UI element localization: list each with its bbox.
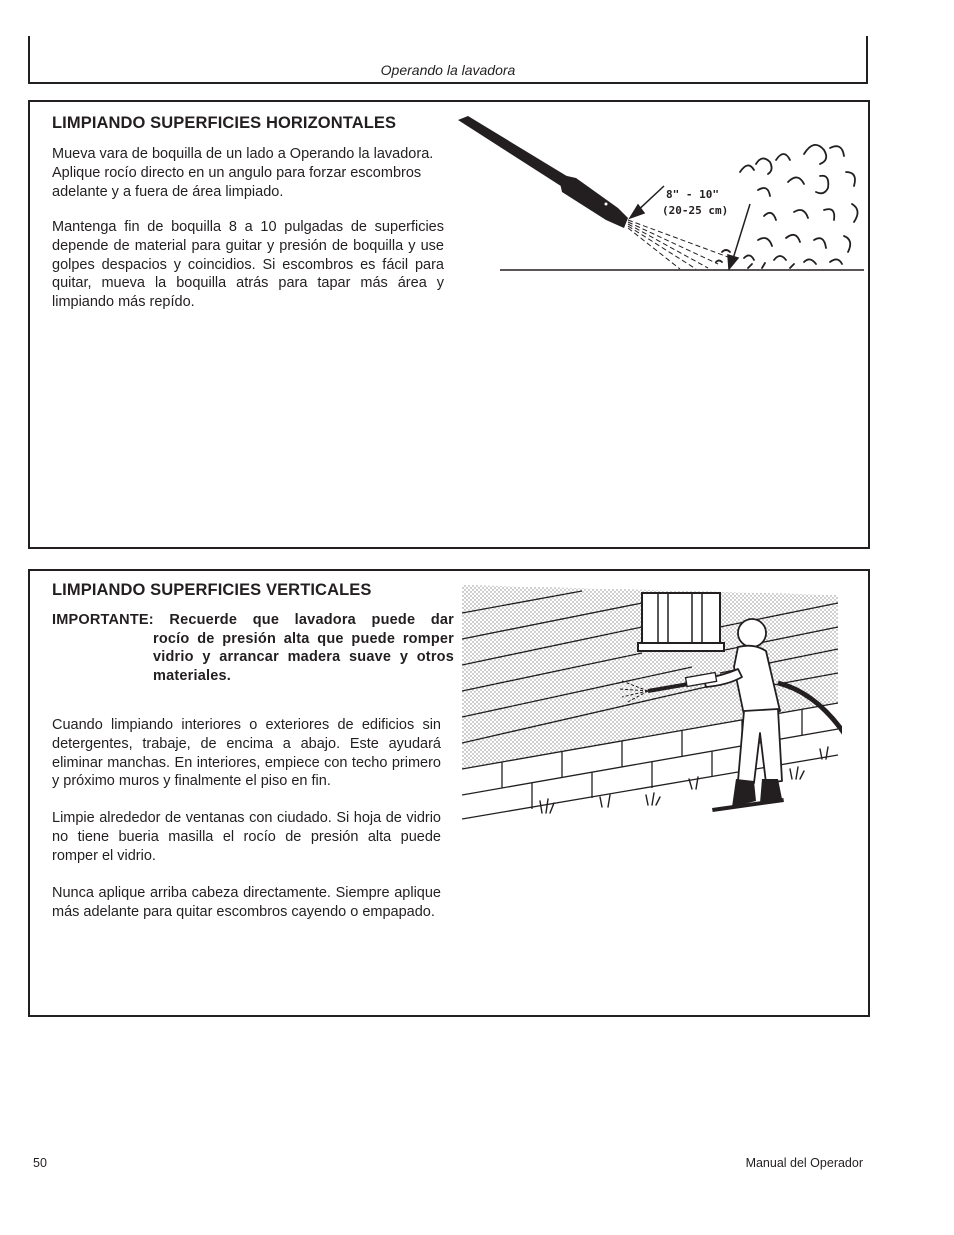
important-label: IMPORTANTE: xyxy=(52,612,154,628)
paragraph: Limpie alrededor de ventanas con ciudado. Si hoja de vidrio no tiene bueria masilla el rocío de presión alta puede romper el vidrio. xyxy=(52,810,441,864)
important-rest-text: rocío de presión alta que puede romper vidrio y arrancar madera suave y otros materiales. xyxy=(153,630,454,684)
paragraph: Mantenga fin de boquilla 8 a 10 pulgadas de superficies depende de material para guitar y presión de boquilla y use golpes despacios y coincidios. Si escombros es fácil para quitar, mueva la boquilla atrás para tapar más área y limpiando más repído. xyxy=(52,219,444,311)
distance-label: 8" - 10" xyxy=(666,188,719,201)
nozzle-horizontal-illustration xyxy=(458,112,866,274)
section-title-horizontal: LIMPIANDO SUPERFICIES HORIZONTALES xyxy=(52,114,397,132)
paragraph: Nunca aplique arriba cabeza directamente. Siempre aplique más adelante para quitar escombros cayendo o empapado. xyxy=(52,885,441,920)
distance-metric-label: (20-25 cm) xyxy=(662,204,729,217)
paragraph: Mueva vara de boquilla de un lado a Operando la lavadora. Aplique rocío directo en un angulo para forzar escombros adelante y a fuera de área limpiado. xyxy=(52,146,434,200)
important-notice xyxy=(52,611,454,685)
section-horizontal-surfaces xyxy=(28,100,870,549)
wall-washing-illustration xyxy=(462,583,842,821)
section-vertical-surfaces xyxy=(28,569,870,1017)
running-header xyxy=(28,36,868,84)
important-first-text: Recuerde que lavadora puede dar xyxy=(169,612,454,628)
manual-name: Manual del Operador xyxy=(745,1156,863,1170)
important-first-line xyxy=(52,611,454,630)
page-number: 50 xyxy=(33,1156,47,1170)
paragraph: Cuando limpiando interiores o exteriores de edificios sin detergentes, trabaje, de encima a abajo. Este ayudará eliminar manchas. En interiores, empiece con techo primero y próximo muros y finalmente el piso en fin. xyxy=(52,717,441,790)
header-title: Operando la lavadora xyxy=(380,62,516,78)
section-title-vertical: LIMPIANDO SUPERFICIES VERTICALES xyxy=(52,581,372,599)
